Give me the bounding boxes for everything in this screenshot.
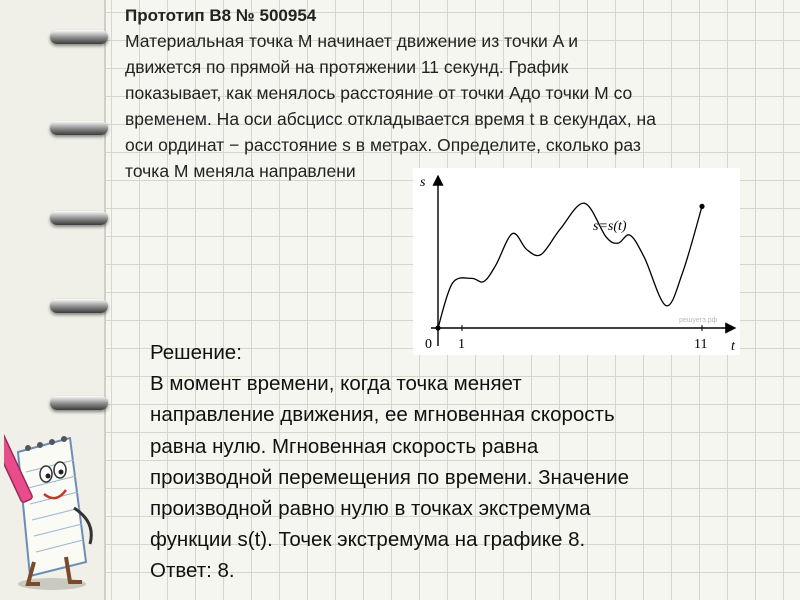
problem-title: Прототип B8 № 500954 (125, 6, 317, 25)
curve-label: s=s(t) (593, 219, 627, 234)
x-tick-1: 1 (458, 337, 465, 352)
binder-ring (50, 211, 108, 225)
x-axis-label: t (731, 339, 735, 354)
series-line-s (438, 203, 702, 328)
problem-statement (125, 28, 785, 184)
problem-line: временем. На оси абсцисс откладывается время t в секундах, на (125, 109, 656, 129)
x-tick-11: 11 (694, 337, 708, 352)
solution-line: производной равно нулю в точках экстремума (150, 497, 591, 521)
problem-line: оси ординат − расстояние s в метрах. Определите, сколько раз (125, 135, 641, 155)
binder-ring (50, 396, 108, 410)
binder-ring (50, 30, 108, 44)
problem-line: показывает, как менялось расстояние от точки Aдо точки M со (125, 83, 633, 103)
solution-heading: Решение: (150, 341, 242, 364)
problem-line: точка M меняла направлени (125, 161, 356, 181)
watermark: решуегэ.рф (679, 317, 718, 324)
binder-ring (50, 299, 108, 313)
y-axis-label: s (420, 175, 426, 190)
distance-time-graph (413, 168, 740, 355)
solution-line: равна нулю. Мгновенная скорость равна (150, 434, 539, 458)
solution-line: В момент времени, когда точка меняет (150, 372, 522, 396)
answer-line: Ответ: 8. (150, 559, 235, 583)
notebook-pencil-mascot-icon (4, 412, 104, 597)
problem-line: Материальная точка M начинает движение из точки A и (125, 31, 579, 51)
problem-line: движется по прямой на протяжении 11 секунд. График (125, 57, 569, 77)
origin-label: 0 (425, 337, 432, 352)
end-point (699, 204, 704, 209)
solution-line: функции s(t). Точек экстремума на графике 8. (150, 528, 586, 552)
binder-ring (50, 121, 108, 135)
start-point (435, 325, 440, 330)
solution-block (150, 337, 790, 587)
solution-line: производной перемещения по времени. Значение (150, 465, 630, 489)
solution-line: направление движения, ее мгновенная скорость (150, 403, 615, 427)
